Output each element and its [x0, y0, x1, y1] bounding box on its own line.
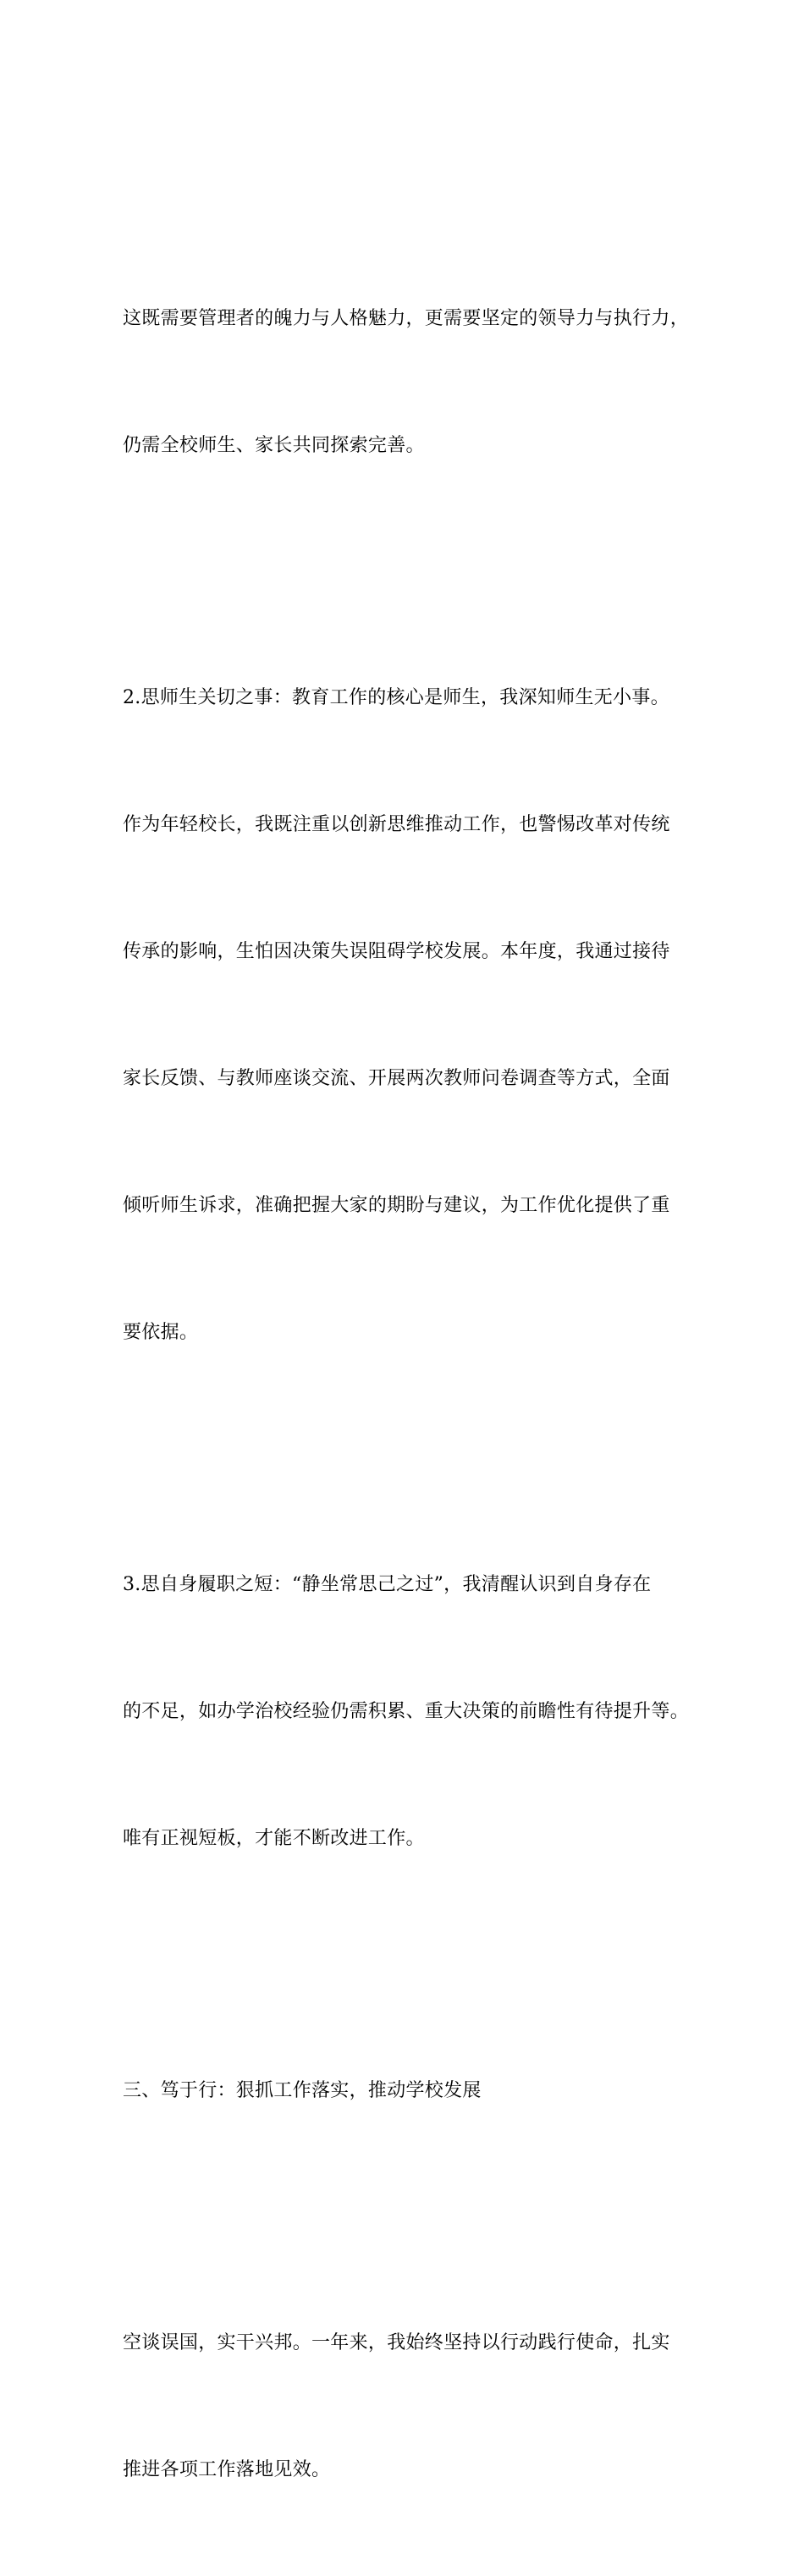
text-line: 这既需要管理者的魄力与人格魅力，更需要坚定的领导力与执行力， — [123, 308, 690, 329]
text-line: 推进各项工作落地见效。 — [123, 2459, 331, 2480]
paragraph-leadership — [123, 213, 698, 552]
heading-line: 三、笃于行：狠抓工作落实，推动学校发展 — [123, 2080, 482, 2101]
paragraph-teacher-student-concerns — [123, 592, 698, 1439]
text-line: 作为年轻校长，我既注重以创新思维推动工作，也警惕改革对传统 — [123, 814, 670, 835]
paragraph-gap — [123, 2197, 698, 2237]
paragraph-gap — [123, 1439, 698, 1479]
text-line: 3.思自身履职之短：“静坐常思己之过”，我清醒认识到自身存在 — [123, 1574, 652, 1595]
section-heading — [123, 1985, 698, 2197]
document-body — [123, 213, 698, 2576]
text-line: 要依据。 — [123, 1322, 199, 1343]
text-line: 2.思师生关切之事：教育工作的核心是师生，我深知师生无小事。 — [123, 687, 669, 708]
text-line: 倾听师生诉求，准确把握大家的期盼与建议，为工作优化提供了重 — [123, 1195, 670, 1216]
text-line: 唯有正视短板，才能不断改进工作。 — [123, 1828, 425, 1849]
text-line: 空谈误国，实干兴邦。一年来，我始终坚持以行动践行使命，扎实 — [123, 2332, 670, 2353]
paragraph-gap — [123, 552, 698, 592]
paragraph-action — [123, 2237, 698, 2576]
text-line: 家长反馈、与教师座谈交流、开展两次教师问卷调查等方式，全面 — [123, 1068, 670, 1089]
paragraph-self-reflection — [123, 1479, 698, 1945]
text-line: 的不足，如办学治校经验仍需积累、重大决策的前瞻性有待提升等。 — [123, 1701, 690, 1722]
text-line: 传承的影响，生怕因决策失误阻碍学校发展。本年度，我通过接待 — [123, 941, 670, 962]
text-line: 仍需全校师生、家长共同探索完善。 — [123, 435, 425, 456]
paragraph-gap — [123, 1945, 698, 1985]
